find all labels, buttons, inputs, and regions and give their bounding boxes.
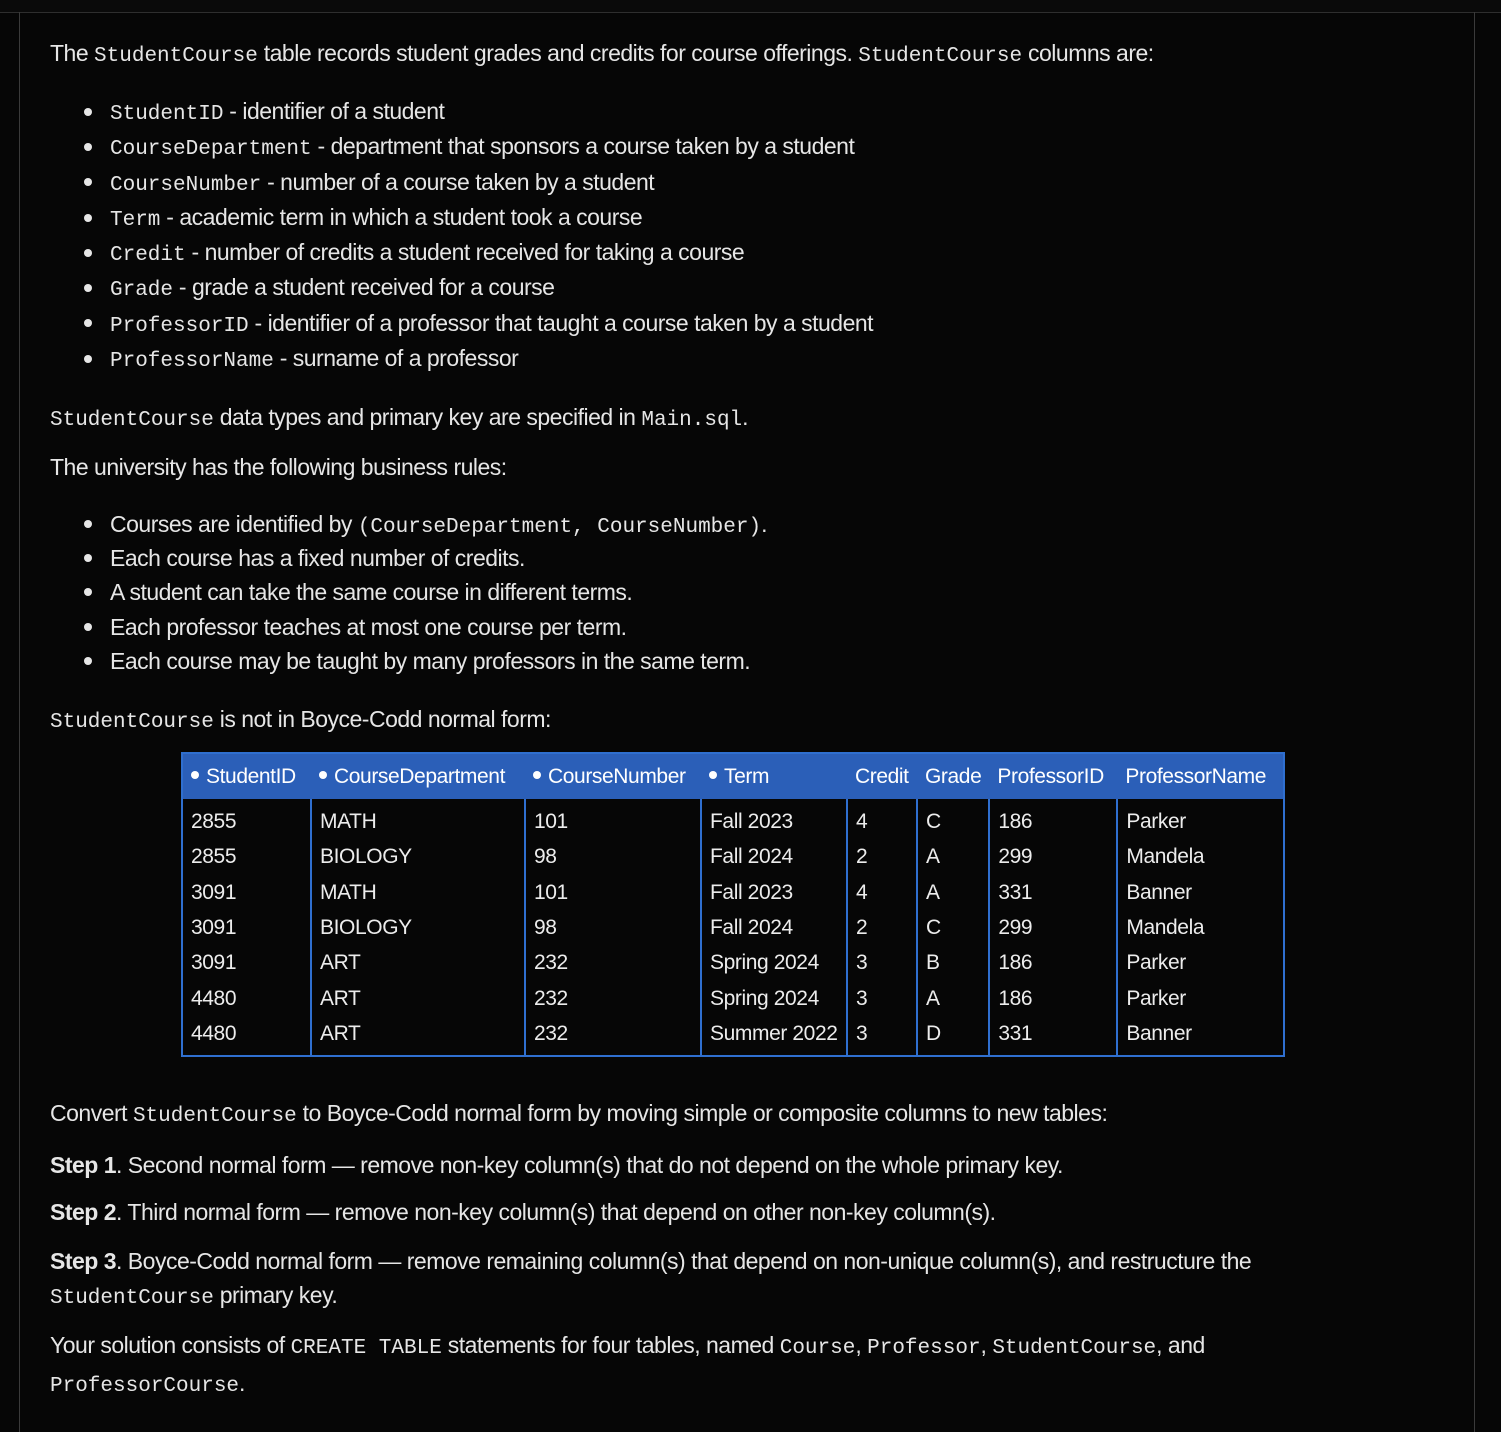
table-cell: 98 [525,839,701,874]
column-item: Term - academic term in which a student took a course [50,200,873,235]
table-cell: A [917,875,989,910]
table-cell: 186 [989,799,1117,839]
table-cell: Summer 2022 [701,1016,847,1056]
table-header-row [182,753,1284,799]
table-cell: 4 [847,875,917,910]
table-cell: Mandela [1117,839,1284,874]
table-cell: A [917,839,989,874]
table-cell: ART [311,980,525,1015]
table-row [182,875,1284,910]
column-item: ProfessorName - surname of a professor [50,341,873,376]
solution-paragraph: Your solution consists of CREATE TABLE statements for four tables, named Course, Professor, StudentCourse, and ProfessorCourse. [50,1332,1205,1398]
table-name-code: StudentCourse [858,45,1023,68]
column-item: Credit - number of credits a student received for taking a course [50,235,873,270]
table-cell: Banner [1117,1016,1284,1056]
table-cell: MATH [311,799,525,839]
table-row [182,910,1284,945]
table-cell: 232 [525,980,701,1015]
table-cell: 299 [989,839,1117,874]
rule-item: Each professor teaches at most one course per term. [50,610,767,644]
table-cell: 331 [989,875,1117,910]
column-header: ProfessorID [989,753,1117,799]
key-icon [191,771,199,779]
column-header: Credit [847,753,917,799]
table-row [182,980,1284,1015]
studentcourse-table [181,752,1285,1057]
table-cell: 3 [847,980,917,1015]
business-rules-list [50,507,767,678]
table-cell: Parker [1117,980,1284,1015]
table-cell: ART [311,1016,525,1056]
table-cell: Parker [1117,799,1284,839]
column-header: CourseDepartment [311,753,525,799]
table-cell: 3091 [182,945,311,980]
column-header: Term [701,753,847,799]
table-cell: 186 [989,980,1117,1015]
table-cell: Spring 2024 [701,980,847,1015]
table-cell: Spring 2024 [701,945,847,980]
table-cell: 4480 [182,980,311,1015]
column-header: ProfessorName [1117,753,1284,799]
table-cell: 3091 [182,875,311,910]
table-cell: 2855 [182,799,311,839]
key-icon [709,771,717,779]
table-cell: 101 [525,799,701,839]
table-cell: D [917,1016,989,1056]
table-cell: 232 [525,945,701,980]
table-cell: A [917,980,989,1015]
table-cell: 101 [525,875,701,910]
column-item: StudentID - identifier of a student [50,94,873,129]
table-cell: 232 [525,1016,701,1056]
table-row [182,1016,1284,1056]
table-cell: Fall 2024 [701,839,847,874]
rule-item: Each course has a fixed number of credits. [50,541,767,575]
table-cell: C [917,910,989,945]
file-name-code: Main.sql [641,409,743,432]
rule-item: Courses are identified by (CourseDepartment, CourseNumber). [50,507,767,541]
step-1: Step 1. Second normal form — remove non-key column(s) that do not depend on the whole primary key. [50,1152,1063,1178]
not-bcnf-paragraph: StudentCourse is not in Boyce-Codd normal form: [50,706,551,734]
table-cell: 186 [989,945,1117,980]
table-cell: 2 [847,910,917,945]
table-cell: 331 [989,1016,1117,1056]
rules-intro: The university has the following business rules: [50,454,507,480]
table-cell: B [917,945,989,980]
column-item: CourseDepartment - department that sponsors a course taken by a student [50,129,873,164]
table-cell: 299 [989,910,1117,945]
table-cell: ART [311,945,525,980]
table-row [182,799,1284,839]
convert-paragraph: Convert StudentCourse to Boyce-Codd normal form by moving simple or composite columns to new tables: [50,1100,1108,1128]
table-cell: Banner [1117,875,1284,910]
table-cell: 3 [847,945,917,980]
rule-item: Each course may be taught by many professors in the same term. [50,644,767,678]
table-cell: MATH [311,875,525,910]
table-cell: 3 [847,1016,917,1056]
table-cell: Fall 2023 [701,875,847,910]
rule-item: A student can take the same course in different terms. [50,575,767,609]
column-header: CourseNumber [525,753,701,799]
table-cell: 2855 [182,839,311,874]
datatypes-paragraph: StudentCourse data types and primary key are specified in Main.sql. [50,404,749,432]
intro-paragraph: The StudentCourse table records student grades and credits for course offerings. StudentCourse columns are: [50,40,1154,68]
table-cell: 3091 [182,910,311,945]
table-cell: 4 [847,799,917,839]
table-cell: Fall 2024 [701,910,847,945]
column-item: CourseNumber - number of a course taken by a student [50,165,873,200]
table-cell: Parker [1117,945,1284,980]
step-3: Step 3. Boyce-Codd normal form — remove remaining column(s) that depend on non-unique column(s), and restructure the StudentCourse primary key. [50,1248,1252,1310]
column-item: Grade - grade a student received for a course [50,270,873,305]
table-cell: Mandela [1117,910,1284,945]
column-header: StudentID [182,753,311,799]
table-cell: 4480 [182,1016,311,1056]
key-icon [319,771,327,779]
table-cell: BIOLOGY [311,839,525,874]
table-cell: 2 [847,839,917,874]
table-row [182,839,1284,874]
column-header: Grade [917,753,989,799]
table-cell: Fall 2023 [701,799,847,839]
table-cell: BIOLOGY [311,910,525,945]
column-list [50,94,873,376]
table-name-code: StudentCourse [94,45,258,68]
table-cell: C [917,799,989,839]
step-2: Step 2. Third normal form — remove non-key column(s) that depend on other non-key column(s). [50,1199,996,1225]
column-item: ProfessorID - identifier of a professor that taught a course taken by a student [50,306,873,341]
table-row [182,945,1284,980]
key-icon [533,771,541,779]
table-cell: 98 [525,910,701,945]
